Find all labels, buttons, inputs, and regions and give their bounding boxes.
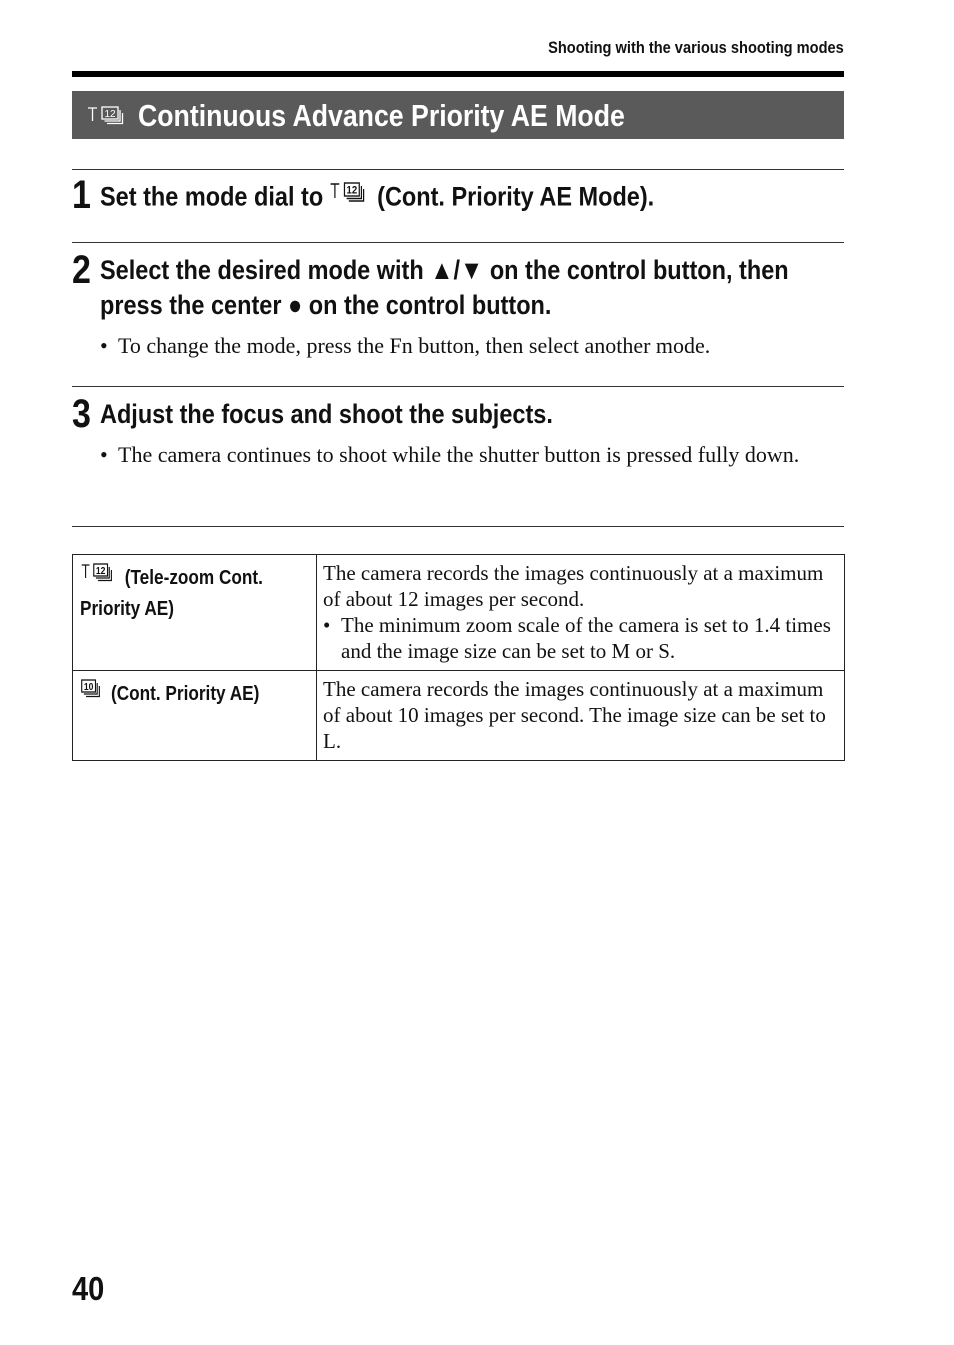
icon-number: 12 — [95, 565, 106, 577]
table-row — [73, 555, 845, 671]
step-1-text-before: Set the mode dial to — [100, 181, 324, 212]
step-1-text-after: (Cont. Priority AE Mode). — [377, 181, 655, 212]
step-2-bullet: • To change the mode, press the Fn button, then select another mode. — [100, 331, 820, 361]
section-title-bar — [72, 91, 844, 139]
step-3-text: Adjust the focus and shoot the subjects. — [100, 399, 553, 429]
mode-name: (Cont. Priority AE) — [110, 682, 260, 705]
icon-number: 12 — [104, 109, 116, 120]
mode-name: (Tele-zoom Cont. Priority AE) — [80, 566, 263, 620]
step-1-text — [100, 179, 654, 218]
page-number: 40 — [72, 1270, 105, 1307]
mode-description-cell — [317, 555, 845, 671]
cont-priority-ae-icon — [80, 677, 106, 708]
mode-description-bullet: • The minimum zoom scale of the camera is set to 1.4 times and the image size can be set to M or S. — [323, 613, 831, 663]
bullet-glyph: • — [100, 442, 108, 467]
mode-description-cell — [317, 671, 845, 761]
step-3-bullet: • The camera continues to shoot while the shutter button is pressed fully down. — [100, 440, 820, 470]
table-row — [73, 671, 845, 761]
step-number-2: 2 — [72, 248, 91, 292]
center-button-icon: ● — [288, 290, 303, 320]
bullet-glyph: • — [100, 333, 108, 358]
icon-number: 10 — [83, 681, 94, 693]
step-divider — [72, 386, 844, 387]
step-divider — [72, 169, 844, 170]
tele-zoom-cont-priority-ae-icon — [328, 179, 372, 214]
running-head: Shooting with the various shooting modes — [548, 38, 844, 57]
mode-description: The camera records the images continuously at a maximum of about 10 images per second. The image size can be set to L. — [323, 677, 826, 753]
icon-number: 12 — [346, 184, 357, 197]
section-title: Continuous Advance Priority AE Mode — [138, 98, 625, 133]
mode-name-cell — [73, 671, 317, 761]
step-number-1: 1 — [72, 173, 91, 217]
tele-zoom-cont-priority-ae-icon — [86, 104, 130, 133]
step-number-3: 3 — [72, 392, 91, 436]
section-end-divider — [72, 526, 844, 527]
step-divider — [72, 242, 844, 243]
mode-table — [72, 554, 845, 761]
mode-name-cell — [73, 555, 317, 671]
header-rule — [72, 71, 844, 77]
tele-zoom-cont-priority-ae-icon — [80, 561, 120, 592]
bullet-glyph: • — [323, 613, 331, 637]
mode-description: The camera records the images continuously at a maximum of about 12 images per second. — [323, 561, 824, 611]
up-down-arrow-icon: ▲/▼ — [430, 255, 484, 285]
step-2-text: Select the desired mode with ▲/▼ on the control button, then press the center ● on the control button. — [100, 255, 789, 320]
